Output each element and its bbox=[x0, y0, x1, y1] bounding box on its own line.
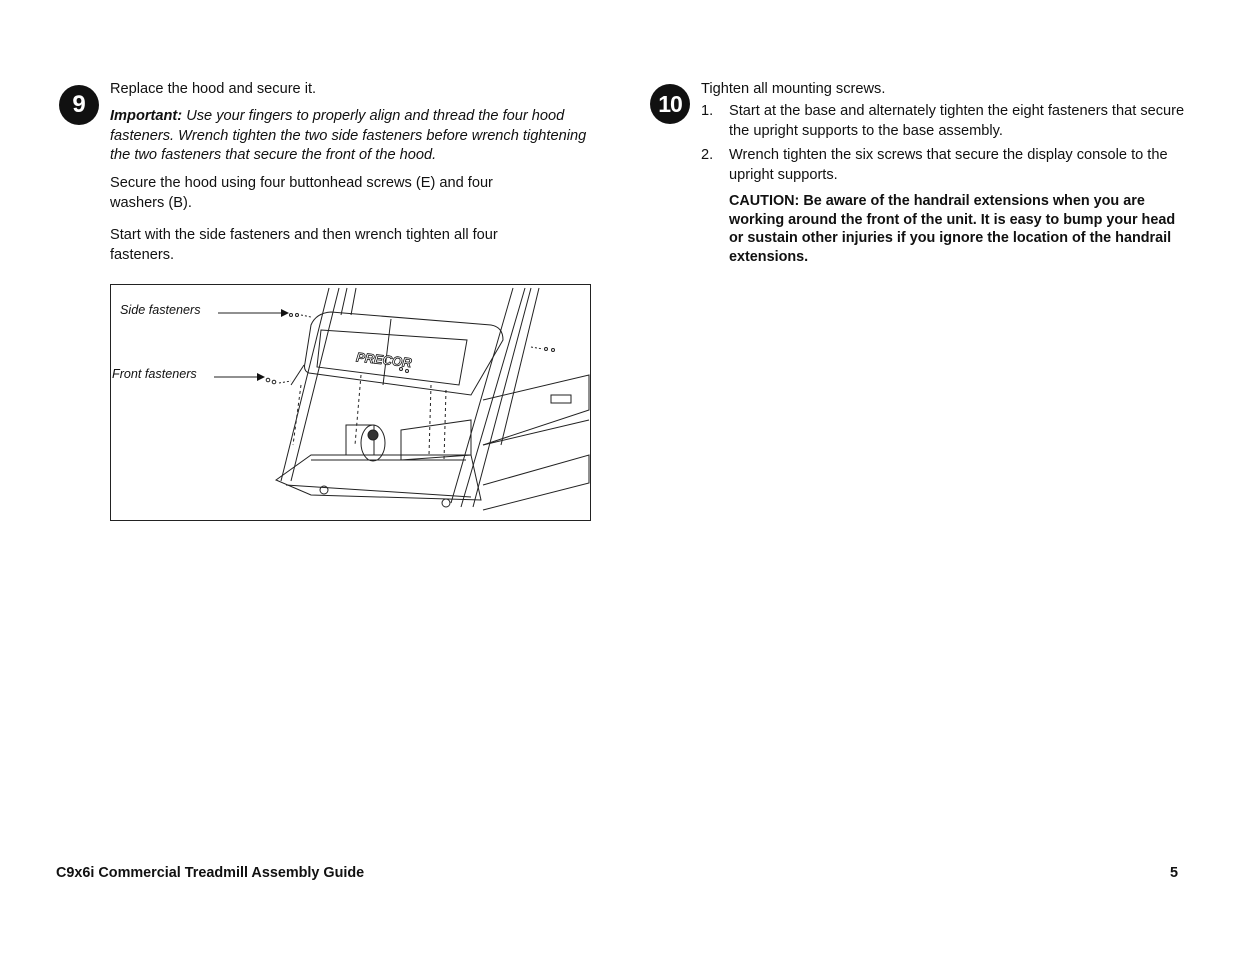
step-title: Tighten all mounting screws. bbox=[701, 81, 886, 97]
important-label: Important: bbox=[110, 108, 183, 124]
front-fasteners-label: Front fasteners bbox=[112, 367, 197, 381]
step-number-badge: 9 bbox=[59, 85, 99, 125]
upright-supports bbox=[281, 288, 539, 507]
important-note bbox=[110, 107, 610, 166]
list-item-text: Wrench tighten the six screws that secure the display console to the upright supports. bbox=[729, 147, 1168, 183]
hood-assembly-figure bbox=[110, 284, 591, 521]
list-item-number: 2. bbox=[701, 147, 714, 163]
important-text: Use your fingers to properly align and thread the four hood fasteners. Wrench tighten the two side fasteners before wrench tightening the two fasteners that secure the front of the hood. bbox=[110, 108, 587, 164]
step-title: Replace the hood and secure it. bbox=[110, 81, 317, 97]
list-item-text: Start at the base and alternately tighten the eight fasteners that secure the upright supports to the base assembly. bbox=[729, 103, 1185, 139]
secure-instructions: Secure the hood using four buttonhead screws (E) and four washers (B). bbox=[110, 175, 493, 211]
caution-note: CAUTION: Be aware of the handrail extensions when you are working around the front of the unit. It is easy to bump your head or sustain other injuries if you ignore the location of the handrail extensions. bbox=[729, 193, 1176, 265]
page-number: 5 bbox=[1170, 865, 1179, 881]
treadmill-base bbox=[276, 375, 589, 510]
treadmill-hood-illustration bbox=[111, 285, 590, 520]
alignment-dashes bbox=[293, 375, 446, 460]
step-number-badge: 10 bbox=[650, 84, 690, 124]
side-fasteners-label: Side fasteners bbox=[120, 303, 201, 317]
start-instructions: Start with the side fasteners and then wrench tighten all four fasteners. bbox=[110, 227, 498, 263]
list-item-number: 1. bbox=[701, 103, 714, 119]
footer-document-title: C9x6i Commercial Treadmill Assembly Guide bbox=[56, 865, 365, 881]
hood-logo: PRECOR bbox=[355, 349, 413, 371]
